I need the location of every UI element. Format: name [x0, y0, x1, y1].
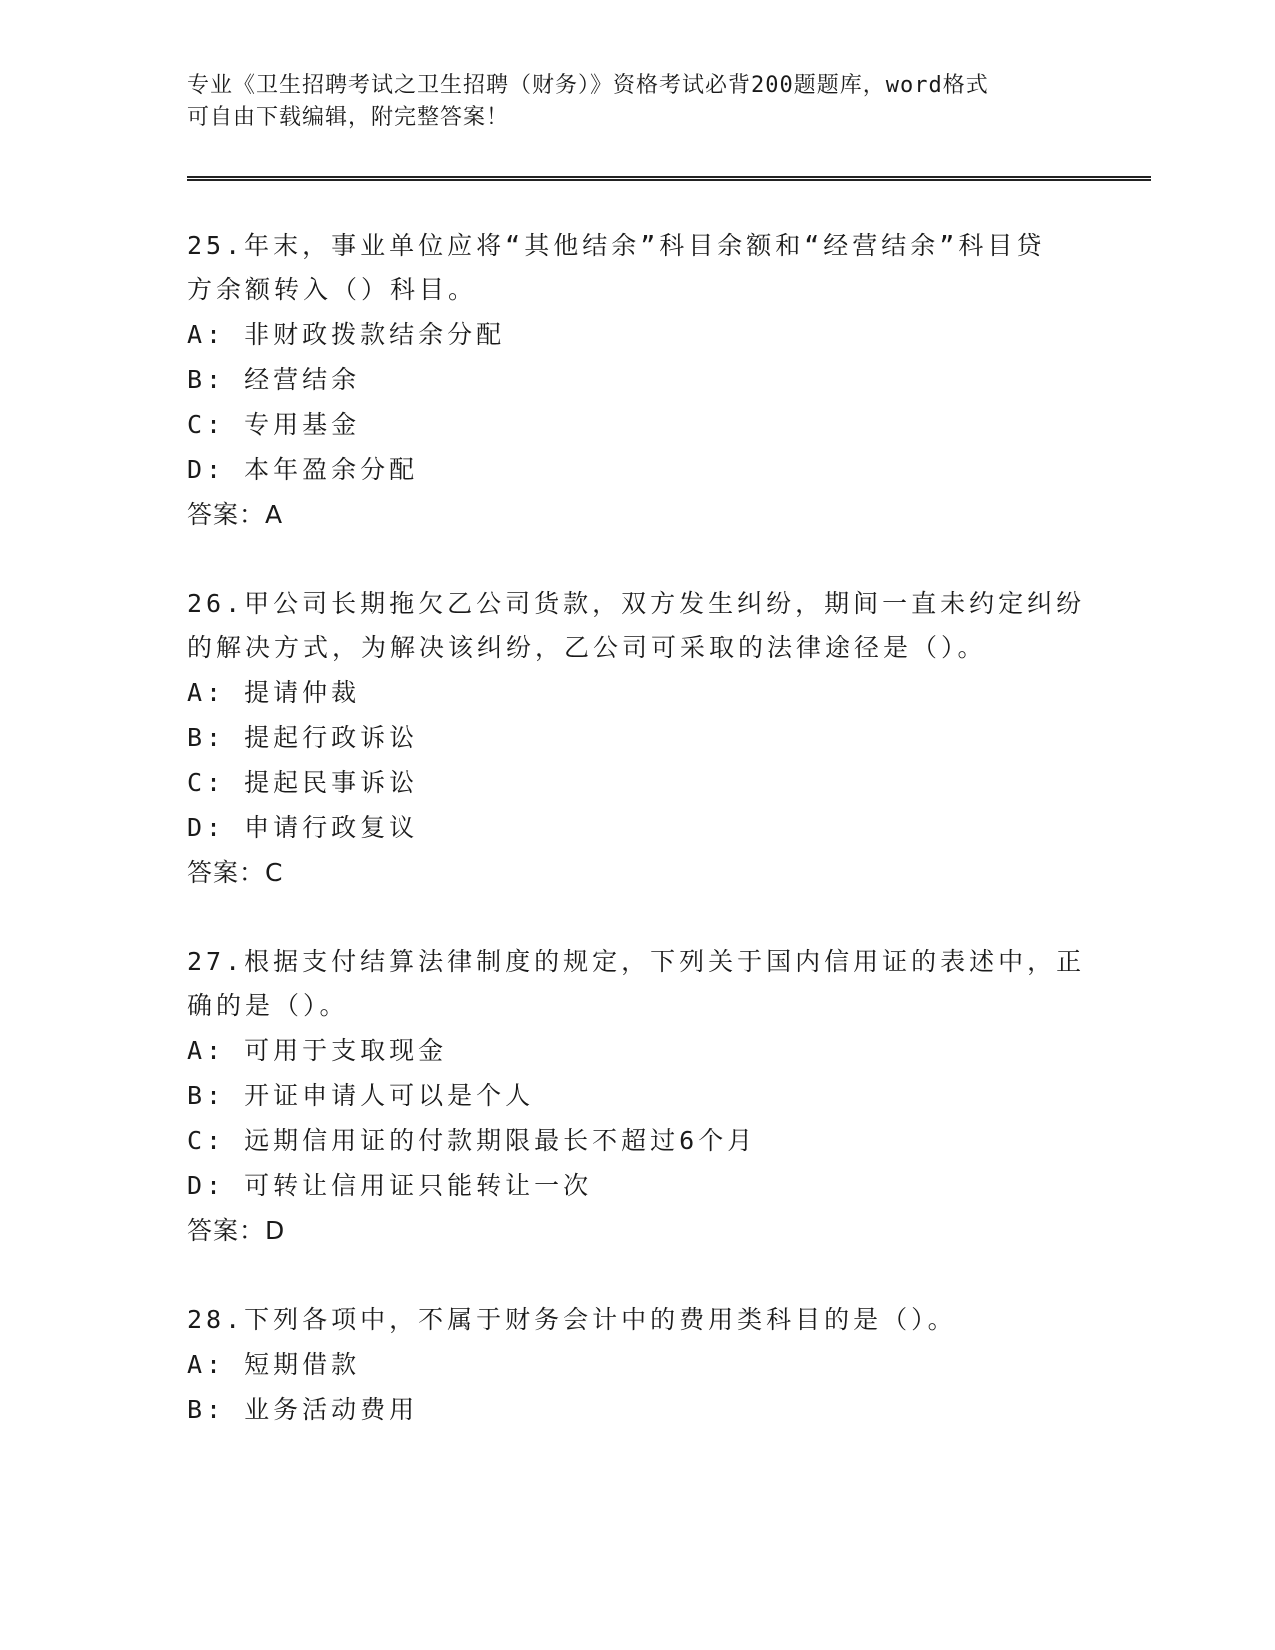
question-text-line: 28.下列各项中，不属于财务会计中的费用类科目的是（）。	[187, 1305, 957, 1334]
option-a: A: 非财政拨款结余分配	[187, 320, 506, 349]
option-c: C: 提起民事诉讼	[187, 768, 419, 797]
header-title-line-2: 可自由下载编辑，附完整答案！	[187, 105, 510, 130]
question-26	[187, 582, 1087, 896]
option-b: B: 开证申请人可以是个人	[187, 1081, 535, 1110]
question-text-line: 26.甲公司长期拖欠乙公司货款，双方发生纠纷，期间一直未约定纠纷	[187, 589, 1086, 618]
option-c: C: 远期信用证的付款期限最长不超过6个月	[187, 1126, 757, 1155]
option-a: A: 提请仲裁	[187, 678, 361, 707]
question-text-line: 方余额转入（）科目。	[187, 275, 478, 304]
question-28	[187, 1298, 1087, 1432]
option-b: B: 业务活动费用	[187, 1395, 419, 1424]
question-text-line: 的解决方式，为解决该纠纷，乙公司可采取的法律途径是（）。	[187, 633, 987, 662]
option-d: D: 本年盈余分配	[187, 455, 419, 484]
option-d: D: 可转让信用证只能转让一次	[187, 1171, 593, 1200]
option-b: B: 提起行政诉讼	[187, 723, 419, 752]
answer: 答案：D	[187, 1216, 286, 1245]
document-header	[187, 70, 1087, 134]
question-27	[187, 940, 1087, 1254]
option-c: C: 专用基金	[187, 410, 361, 439]
option-a: A: 短期借款	[187, 1350, 361, 1379]
question-text-line: 25.年末，事业单位应将“其他结余”科目余额和“经营结余”科目贷	[187, 231, 1046, 260]
question-25	[187, 224, 1087, 538]
option-a: A: 可用于支取现金	[187, 1036, 448, 1065]
header-title-line-1: 专业《卫生招聘考试之卫生招聘（财务）》资格考试必背200题题库，word格式	[187, 73, 989, 98]
option-b: B: 经营结余	[187, 365, 361, 394]
answer: 答案：A	[187, 500, 284, 529]
header-divider	[187, 176, 1151, 181]
option-d: D: 申请行政复议	[187, 813, 419, 842]
question-text-line: 确的是（）。	[187, 991, 349, 1020]
answer: 答案：C	[187, 858, 284, 887]
question-text-line: 27.根据支付结算法律制度的规定，下列关于国内信用证的表述中，正	[187, 947, 1086, 976]
